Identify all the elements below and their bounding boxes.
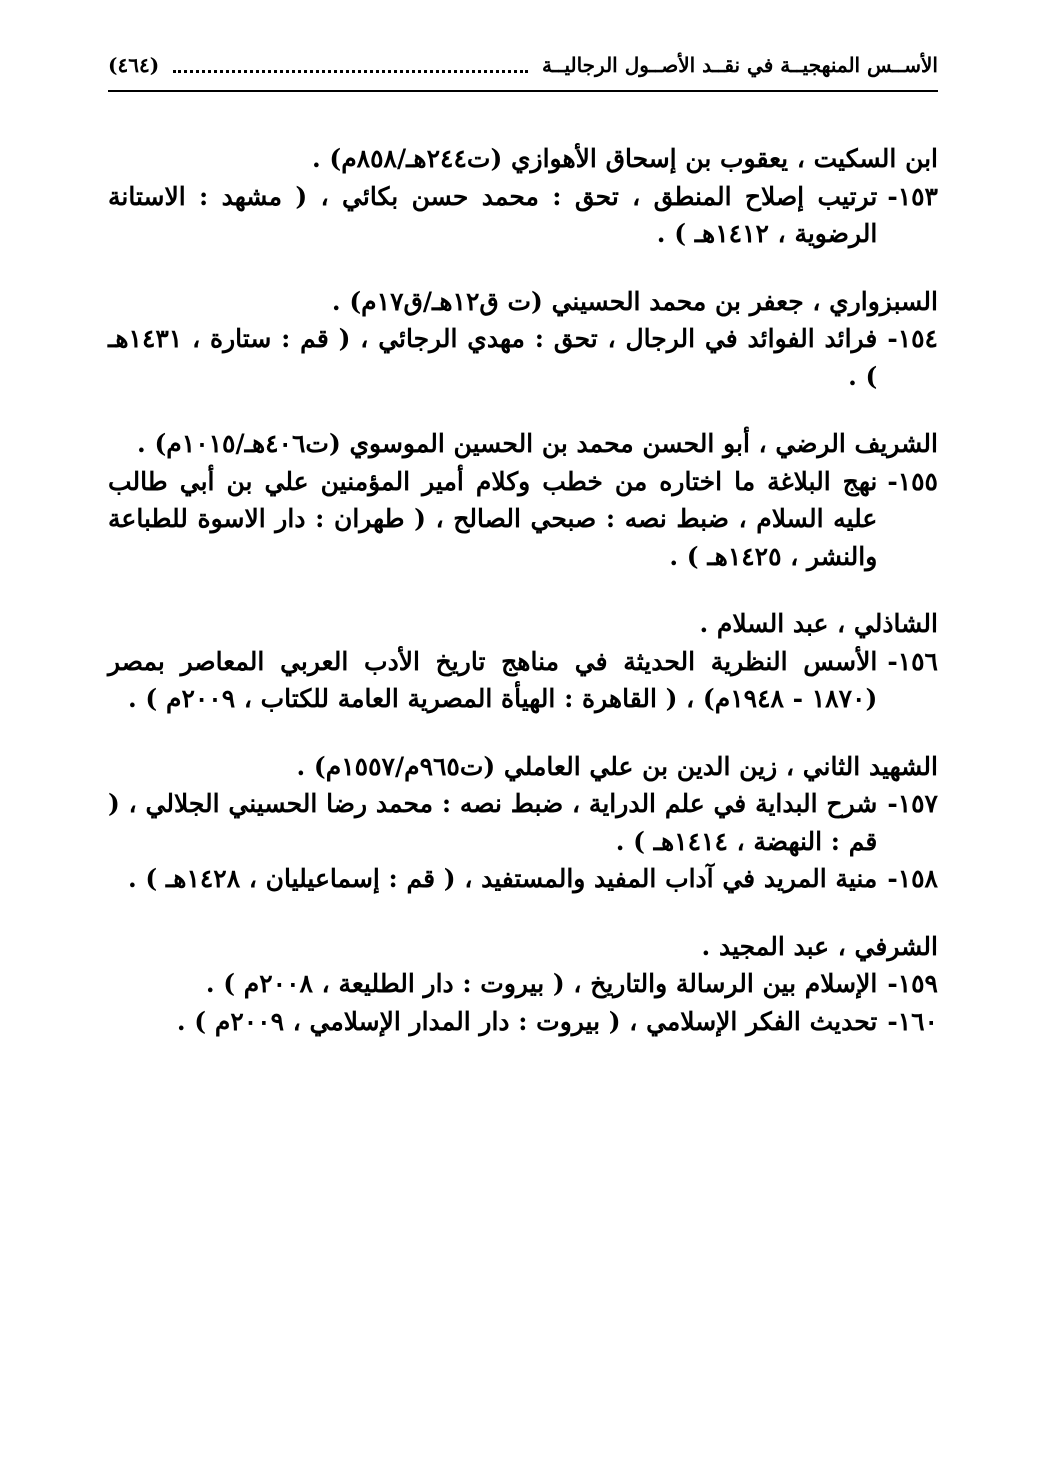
bibliography-entry	[108, 860, 938, 898]
entry-number: ١٥٤-	[887, 324, 938, 353]
entry-text: تحديث الفكر الإسلامي ، ( بيروت : دار المدار الإسلامي ، ٢٠٠٩م ) .	[176, 1006, 878, 1036]
entry-text: نهج البلاغة ما اختاره من خطب وكلام أمير المؤمنين علي بن أبي طالب عليه السلام ، ضبط نصه : صبحي الصالح ، ( طهران : دار الاسوة للطباعة والنشر ، ١٤٢٥هـ ) .	[108, 466, 878, 571]
entry-number: ١٥٨-	[887, 864, 938, 893]
author-group	[108, 928, 938, 1041]
entry-text: ترتيب إصلاح المنطق ، تحق : محمد حسن بكائي ، ( مشهد : الاستانة الرضوية ، ١٤١٢هـ ) .	[108, 181, 878, 248]
entry-number: ١٦٠-	[887, 1006, 938, 1036]
entry-text: الأسس النظرية الحديثة في مناهج تاريخ الأدب العربي المعاصر بمصر (١٨٧٠ - ١٩٤٨م) ، ( القاهرة : الهيأة المصرية العامة للكتاب ، ٢٠٠٩م ) .	[108, 646, 878, 713]
author-heading: الشاذلي ، عبد السلام .	[699, 609, 938, 638]
bibliography-list	[108, 140, 938, 1070]
page-number: (٤٦٤)	[108, 53, 160, 77]
entry-number: ١٥٩-	[887, 969, 938, 998]
entry-number: ١٥٦-	[887, 646, 938, 676]
author-group	[108, 425, 938, 575]
author-group	[108, 605, 938, 718]
bibliography-entry	[108, 785, 938, 860]
entry-text: شرح البداية في علم الدراية ، ضبط نصه : محمد رضا الحسيني الجلالي ، ( قم : النهضة ، ١٤١٤هـ ) .	[108, 789, 878, 856]
author-group	[108, 283, 938, 396]
entry-number: ١٥٣-	[887, 181, 938, 211]
entry-number: ١٥٥-	[887, 466, 938, 496]
bibliography-entry	[108, 1003, 938, 1041]
author-group	[108, 140, 938, 253]
entry-number: ١٥٧-	[887, 789, 938, 818]
author-heading: السبزواري ، جعفر بن محمد الحسيني (ت ق١٢هـ/ق١٧م) .	[331, 286, 938, 316]
entry-text: فرائد الفوائد في الرجال ، تحق : مهدي الرجائي ، ( قم : ستارة ، ١٤٣١هـ ) .	[108, 324, 878, 391]
author-heading: الشريف الرضي ، أبو الحسن محمد بن الحسين الموسوي (ت٤٠٦هـ/١٠١٥م) .	[137, 429, 938, 458]
bibliography-entry	[108, 320, 938, 395]
author-heading: الشرفي ، عبد المجيد .	[701, 931, 938, 961]
running-header	[108, 40, 938, 92]
dot-leader	[173, 70, 528, 73]
bibliography-entry	[108, 463, 938, 576]
running-title: الأســس المنهجيــة في نقــد الأصــول الرجاليــة	[542, 53, 938, 77]
bibliography-entry	[108, 643, 938, 718]
author-group	[108, 748, 938, 898]
entry-text: الإسلام بين الرسالة والتاريخ ، ( بيروت : دار الطليعة ، ٢٠٠٨م ) .	[205, 969, 878, 998]
author-heading: الشهيد الثاني ، زين الدين بن علي العاملي (ت٩٦٥م/١٥٥٧م) .	[296, 751, 938, 781]
entry-text: منية المريد في آداب المفيد والمستفيد ، ( قم : إسماعيليان ، ١٤٢٨هـ ) .	[127, 864, 878, 893]
bibliography-entry	[108, 965, 938, 1003]
bibliography-entry	[108, 178, 938, 253]
author-heading: ابن السكيت ، يعقوب بن إسحاق الأهوازي (ت٢٤٤هـ/٨٥٨م) .	[311, 144, 938, 173]
